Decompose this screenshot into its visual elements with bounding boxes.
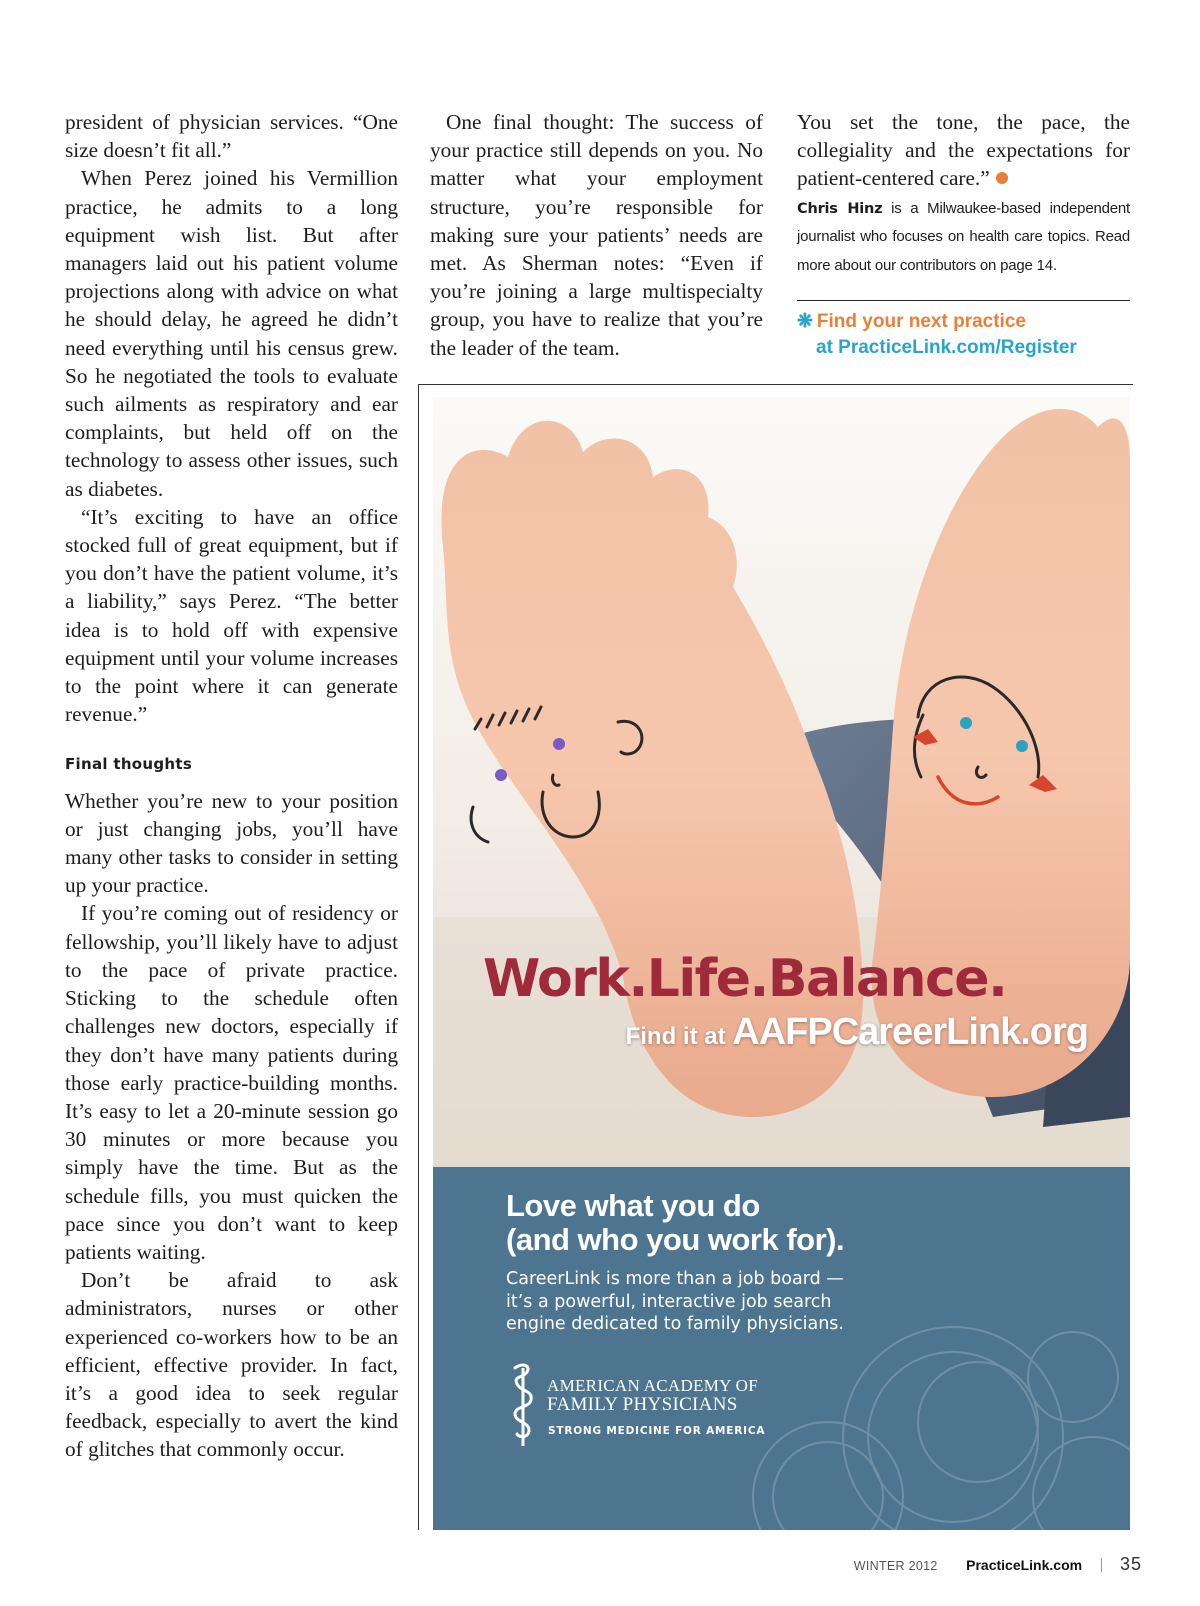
ad-info-panel <box>433 1167 1130 1530</box>
ad-headline: Work.Life.Balance. <box>483 949 1007 1009</box>
ad-description-line: engine dedicated to family physicians. <box>506 1314 844 1334</box>
footer-divider <box>1101 1558 1102 1572</box>
paragraph <box>797 108 1130 193</box>
end-mark-icon <box>996 172 1008 184</box>
practice-cta[interactable] <box>797 309 1077 361</box>
article-column-2 <box>430 108 763 362</box>
author-bio-text: is a Milwaukee-based independent journalist who focuses on health care topics. Read more about our contributors on page 14. <box>797 199 1130 274</box>
article-column-1 <box>65 108 398 1464</box>
advertisement[interactable] <box>433 397 1130 1530</box>
ad-frame-left <box>418 384 419 1530</box>
ad-url[interactable]: AAFPCareerLink.org <box>732 1011 1088 1053</box>
issue-date: WINTER 2012 <box>853 1559 938 1573</box>
cta-link[interactable]: at PracticeLink.com/Register <box>816 337 1077 358</box>
ad-frame-top <box>418 384 1133 385</box>
ad-description <box>506 1268 906 1336</box>
org-name <box>547 1376 758 1414</box>
closing-text: You set the tone, the pace, the collegiality and the expectations for patient-centered care.” <box>797 110 1130 191</box>
author-bio <box>797 195 1130 281</box>
footer-site[interactable]: PracticeLink.com <box>966 1557 1083 1573</box>
org-name-line-2: FAMILY PHYSICIANS <box>547 1394 738 1415</box>
ad-description-line: CareerLink is more than a job board — <box>506 1269 844 1289</box>
org-tagline: STRONG MEDICINE FOR AMERICA <box>548 1425 766 1437</box>
section-subhead: Final thoughts <box>65 755 193 774</box>
paragraph: One final thought: The success of your practice still depends on you. No matter what your employment structure, you’re responsible for making sure your patients’ needs are met. As Sherman notes: “Even if you’re joining a large multispecialty group, you have to realize that you’re the leader of the team. <box>430 110 763 360</box>
org-name-line-1: AMERICAN ACADEMY OF <box>547 1376 758 1395</box>
ad-slogan-line-1: Love what you do <box>506 1188 760 1223</box>
article-column-3 <box>797 108 1130 280</box>
ad-slogan-line-2: (and who you work for). <box>506 1222 845 1257</box>
caduceus-icon <box>505 1362 541 1450</box>
paragraph: Whether you’re new to your position or just changing jobs, you’ll have many other tasks to consider in setting up your practice. <box>65 788 398 898</box>
page-footer <box>854 1554 1142 1575</box>
author-name: Chris Hinz <box>797 200 883 217</box>
ad-tagline-prefix: Find it at <box>625 1023 733 1050</box>
aafp-logo-block[interactable] <box>505 1362 765 1452</box>
paragraph: president of physician services. “One size doesn’t fit all.” <box>65 110 398 163</box>
ad-description-line: it’s a powerful, interactive job search <box>506 1291 832 1312</box>
paragraph: “It’s exciting to have an office stocked full of great equipment, but if you don’t have the patient volume, it’s a liability,” says Perez. “The better idea is to hold off with expensive equipment until your volume increases to the point where it can generate revenue.” <box>65 504 398 727</box>
paragraph: Don’t be afraid to ask administrators, nurses or other experienced co-workers how to be an efficient, effective provider. In fact, it’s a good idea to seek regular feedback, especially to avert the kind of glitches that commonly occur. <box>65 1268 398 1462</box>
cta-line-1: Find your next practice <box>816 311 1026 332</box>
ad-slogan <box>506 1189 844 1257</box>
paragraph: If you’re coming out of residency or fellowship, you’ll likely have to adjust to the pace of private practice. Sticking to the schedule often challenges new doctors, especially if they don’t have many patients during those early practice-building months. It’s easy to let a 20-minute session go 30 minutes or more because you simply have the time. But as the schedule fills, you must quicken the pace since you don’t want to keep patients waiting. <box>65 901 398 1264</box>
asterisk-icon: ❋ <box>797 311 813 332</box>
ad-tagline[interactable] <box>626 1011 1088 1054</box>
divider <box>797 300 1130 301</box>
page-number: 35 <box>1119 1554 1142 1574</box>
paragraph: When Perez joined his Vermillion practice, he admits to a long equipment wish list. But after managers laid out his patient volume projections along with advice on what he should delay, he agreed he didn’t need everything until his census grew. So he negotiated the tools to evaluate such ailments as respiratory and ear complaints, but held off on the technology to assess other issues, such as diabetes. <box>65 166 398 501</box>
